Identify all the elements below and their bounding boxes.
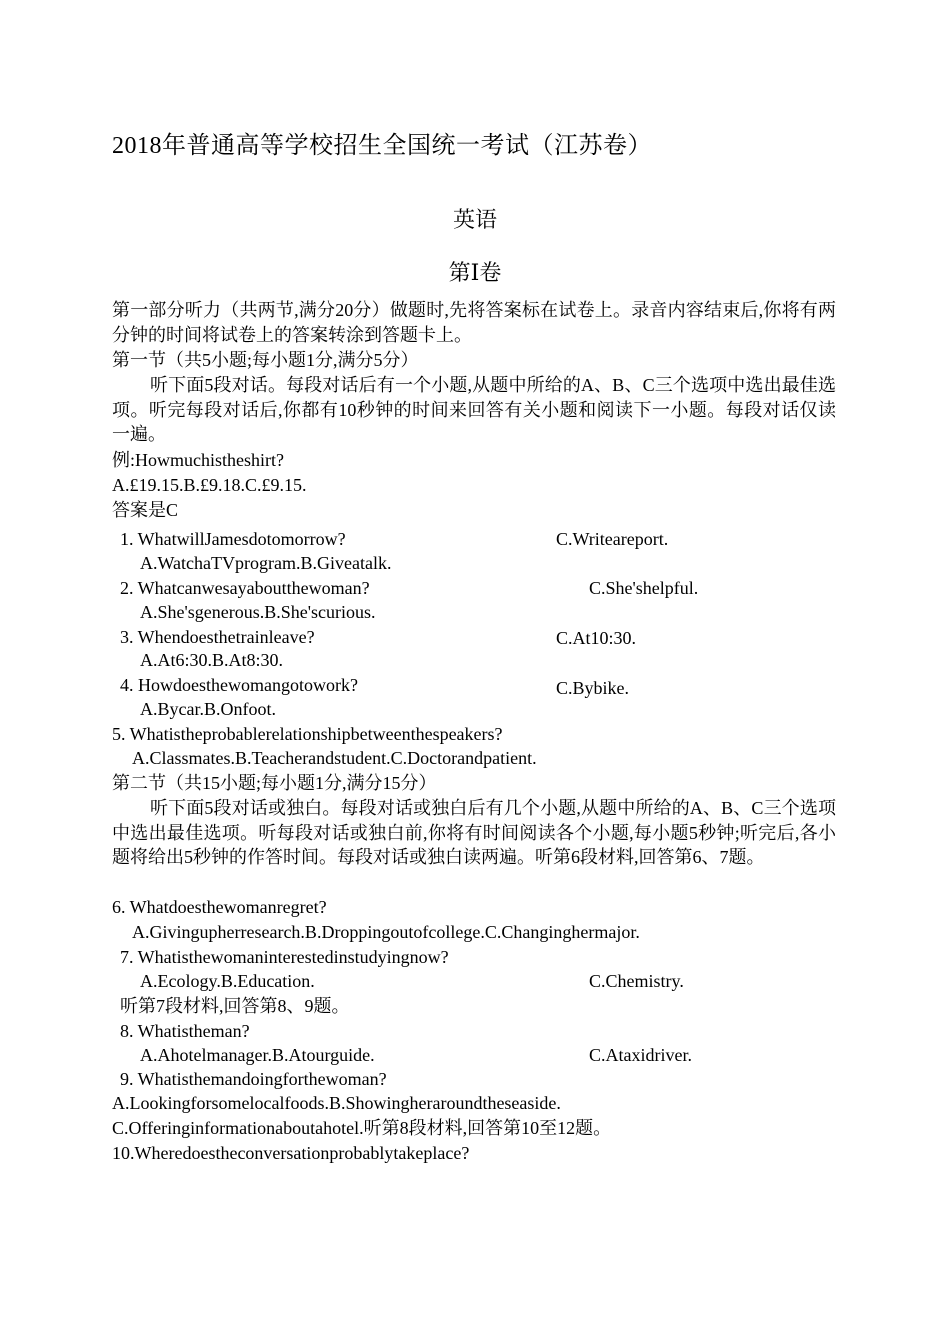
q9-option-c-and-material8: C.Offeringinformationaboutahotel.听第8段材料,回答第10至12题。: [112, 1118, 612, 1138]
q3-option-c: C.At10:30.: [556, 628, 637, 648]
material7-instruction: 听第7段材料,回答第8、9题。: [120, 996, 350, 1016]
exam-title: 2018年普通高等学校招生全国统一考试（江苏卷）: [112, 133, 652, 159]
section1-header: 第一节（共5小题;每小题1分,满分5分）: [112, 350, 419, 370]
q8-option-c: C.Ataxidriver.: [589, 1045, 692, 1065]
q5-options: A.Classmates.B.Teacherandstudent.C.Doctorandpatient.: [132, 748, 537, 768]
example-question: 例:Howmuchistheshirt?: [112, 450, 284, 470]
q1-options-ab: A.WatchaTVprogram.B.Giveatalk.: [140, 553, 392, 573]
q7-options-ab: A.Ecology.B.Education.: [140, 971, 315, 991]
q3-stem: 3. Whendoesthetrainleave?: [120, 627, 315, 647]
volume-heading: 第Ⅰ卷: [448, 260, 502, 285]
q9-options-ab: A.Lookingforsomelocalfoods.B.Showingheraroundtheseaside.: [112, 1093, 561, 1113]
q4-stem: 4. Howdoesthewomangotowork?: [120, 675, 358, 695]
part1-intro: 第一部分听力（共两节,满分20分）做题时,先将答案标在试卷上。录音内容结束后,你将有两分钟的时间将试卷上的答案转涂到答题卡上。: [112, 300, 836, 345]
q6-options: A.Givingupherresearch.B.Droppingoutofcollege.C.Changinghermajor.: [132, 922, 640, 942]
q5-stem: 5. Whatistheprobablerelationshipbetweenthespeakers?: [112, 724, 503, 744]
example-answer: 答案是C: [112, 500, 179, 520]
q8-options-ab: A.Ahotelmanager.B.Atourguide.: [140, 1045, 375, 1065]
q2-options-ab: A.She'sgenerous.B.She'scurious.: [140, 602, 376, 622]
q4-option-c: C.Bybike.: [556, 678, 630, 698]
section2-instructions: 听下面5段对话或独白。每段对话或独白后有几个小题,从题中所给的A、B、C三个选项中选出最佳选项。听每段对话或独白前,你将有时间阅读各个小题,每小题5秒钟;听完后,各小题将给出5秒钟的作答时间。每段对话或独白读两遍。听第6段材料,回答第6、7题。: [112, 798, 836, 867]
q1-stem: 1. WhatwillJamesdotomorrow?: [120, 529, 346, 549]
q7-option-c: C.Chemistry.: [589, 971, 684, 991]
q10-stem: 10.Wheredoestheconversationprobablytakeplace?: [112, 1143, 470, 1163]
q8-stem: 8. Whatistheman?: [120, 1021, 250, 1041]
q4-options-ab: A.Bycar.B.Onfoot.: [140, 699, 276, 719]
q9-stem: 9. Whatisthemandoingforthewoman?: [120, 1069, 387, 1089]
q1-option-c: C.Writeareport.: [556, 529, 669, 549]
section1-instructions: 听下面5段对话。每段对话后有一个小题,从题中所给的A、B、C三个选项中选出最佳选项。听完每段对话后,你都有10秒钟的时间来回答有关小题和阅读下一小题。每段对话仅读一遍。: [112, 375, 836, 444]
q6-stem: 6. Whatdoesthewomanregret?: [112, 897, 327, 917]
section2-header: 第二节（共15小题;每小题1分,满分15分）: [112, 773, 437, 793]
q7-stem: 7. Whatisthewomaninterestedinstudyingnow?: [120, 947, 449, 967]
subject-heading: 英语: [452, 207, 497, 232]
q2-option-c: C.She'shelpful.: [589, 578, 699, 598]
q3-options-ab: A.At6:30.B.At8:30.: [140, 650, 284, 670]
example-options: A.£19.15.B.£9.18.C.£9.15.: [112, 475, 307, 495]
q2-stem: 2. Whatcanwesayaboutthewoman?: [120, 578, 370, 598]
